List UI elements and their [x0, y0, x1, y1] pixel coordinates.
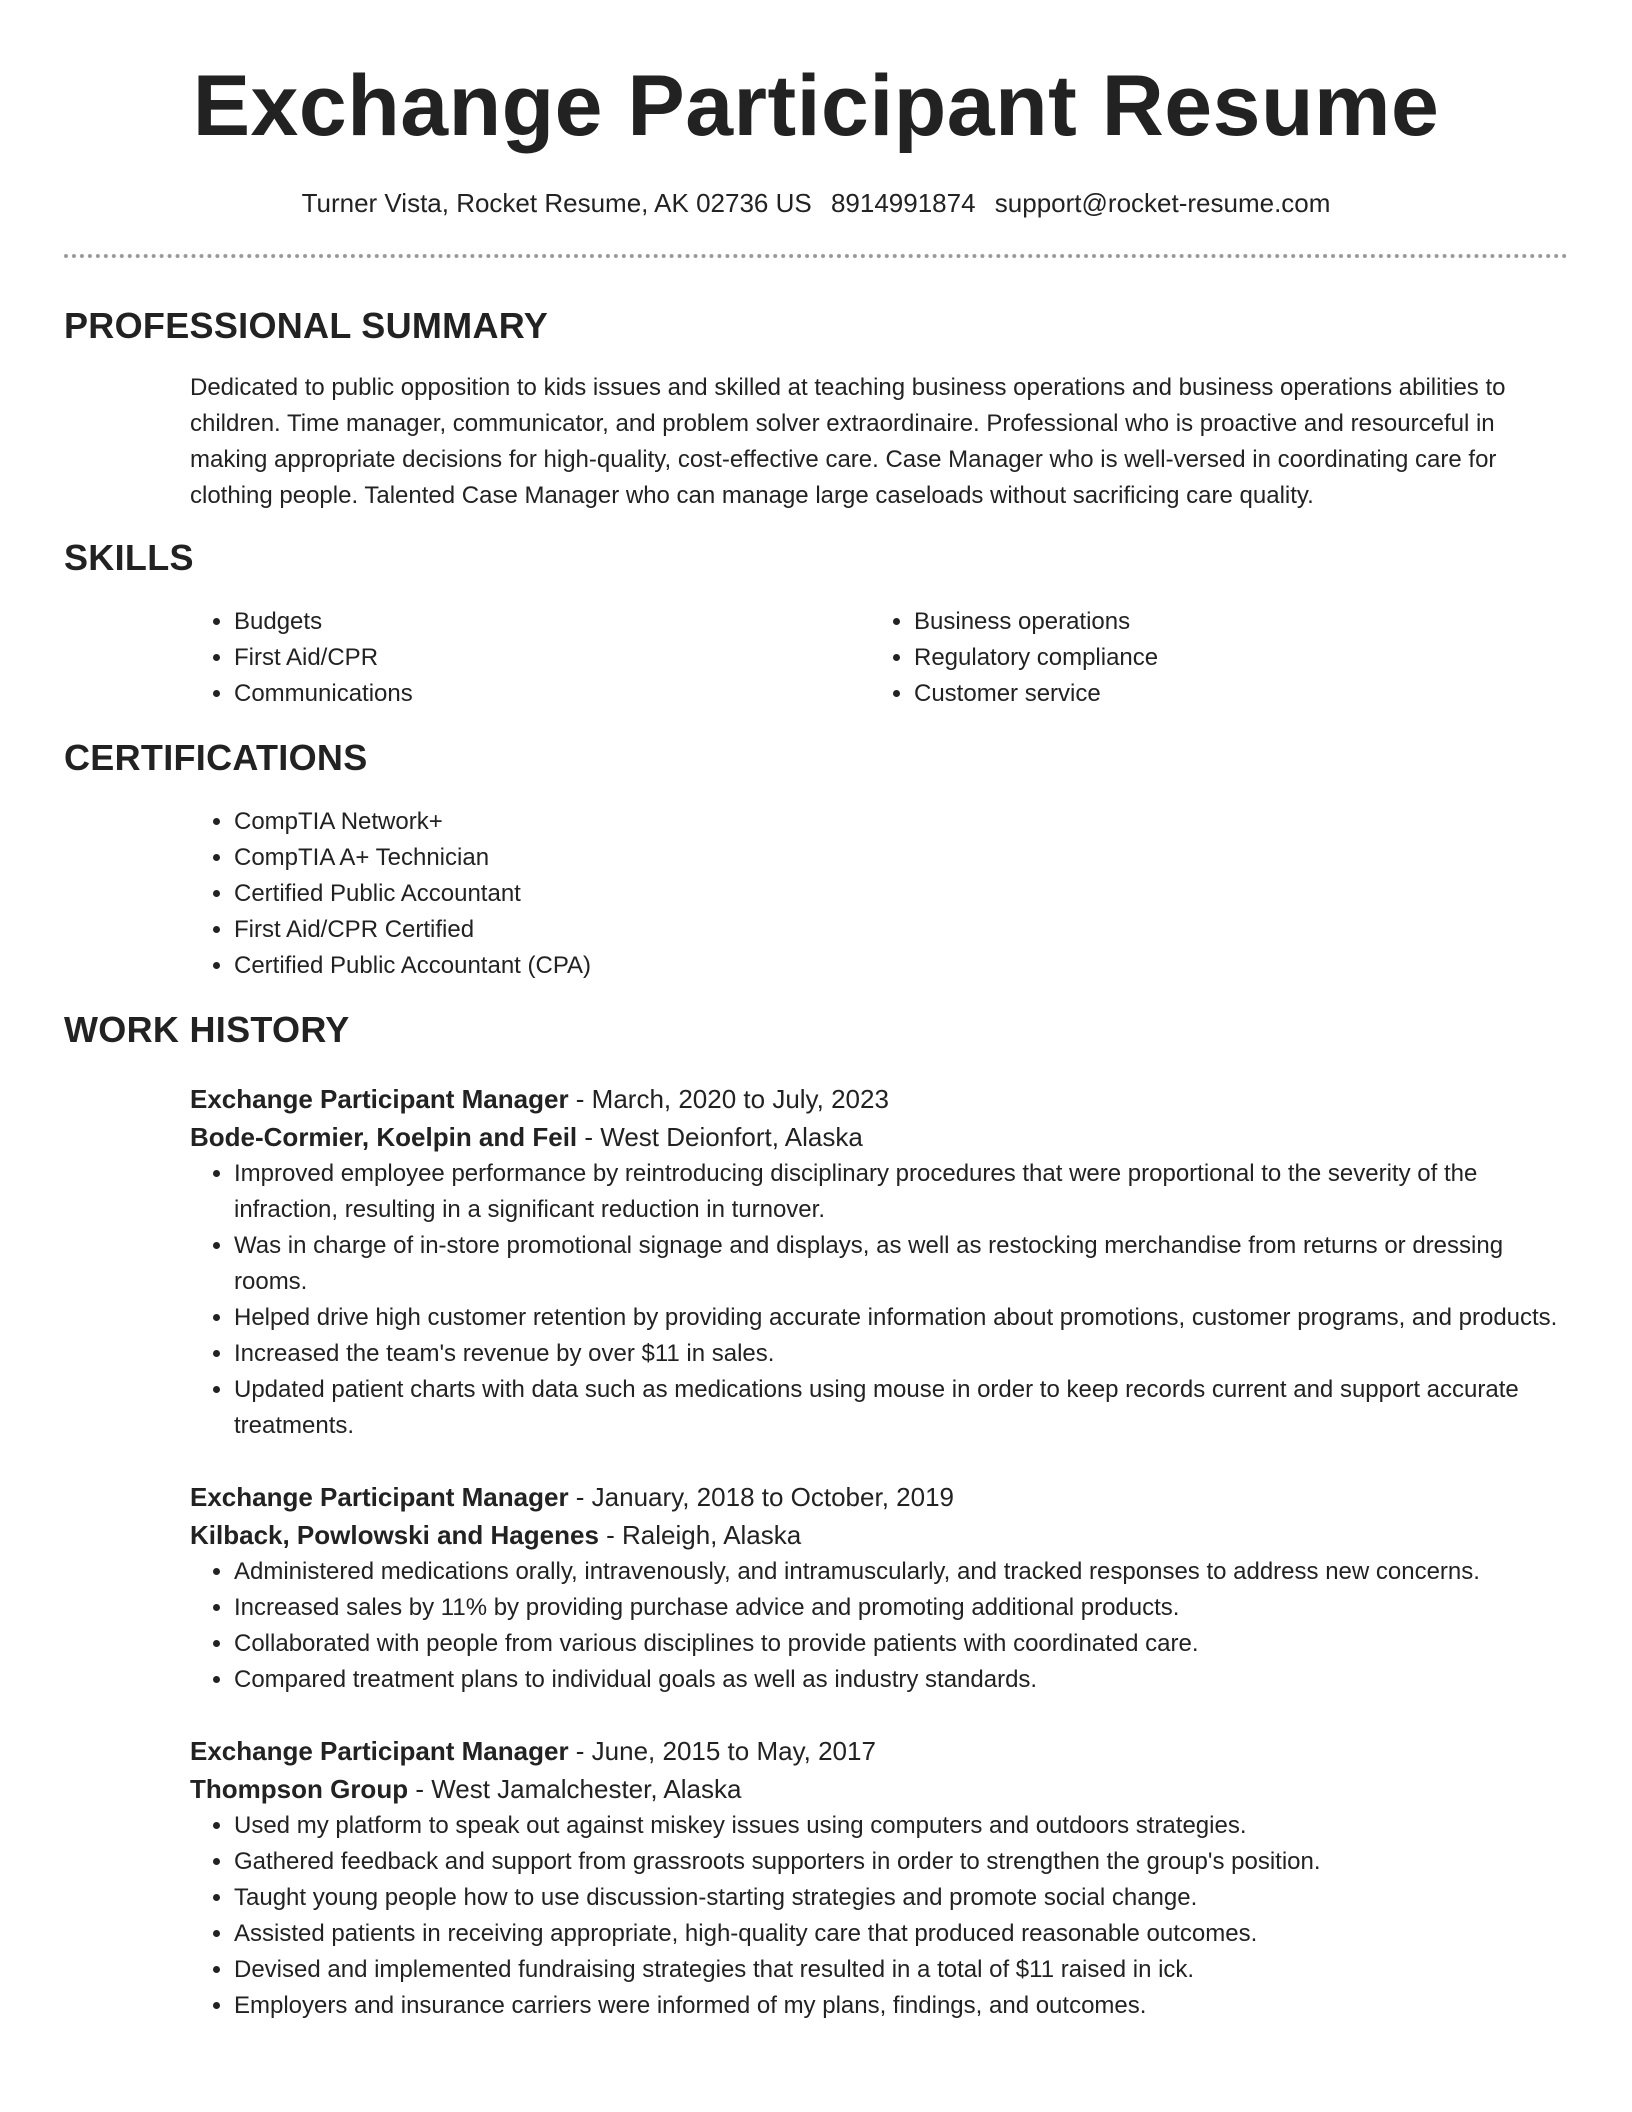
job-role: Exchange Participant Manager [190, 1482, 569, 1512]
contact-address: Turner Vista, Rocket Resume, AK 02736 US [301, 188, 812, 218]
header-divider [64, 254, 1568, 258]
skill-item: • Communications [234, 676, 870, 712]
certification-item: • Certified Public Accountant (CPA) [234, 948, 1568, 984]
section-title-skills: SKILLS [64, 537, 194, 578]
job-bullet: • Was in charge of in-store promotional signage and displays, as well as restocking merchandise from returns or dressing rooms. [234, 1228, 1568, 1300]
job-company-line [190, 1516, 1568, 1554]
skill-item: • Regulatory compliance [914, 640, 1550, 676]
skill-item: • Customer service [914, 676, 1550, 712]
job-dates: - January, 2018 to October, 2019 [568, 1482, 954, 1512]
job-company: Kilback, Powlowski and Hagenes [190, 1520, 599, 1550]
job-entry [190, 1732, 1568, 2024]
job-location: - Raleigh, Alaska [598, 1520, 802, 1550]
contact-email[interactable]: support@rocket-resume.com [994, 188, 1331, 218]
job-bullet: • Gathered feedback and support from grassroots supporters in order to strengthen the group's position. [234, 1844, 1568, 1880]
job-company-line [190, 1118, 1568, 1156]
section-title-summary: PROFESSIONAL SUMMARY [64, 305, 549, 346]
job-dates: - March, 2020 to July, 2023 [568, 1084, 889, 1114]
job-company-line [190, 1770, 1568, 1808]
job-bullets [190, 1808, 1568, 2024]
job-entry [190, 1080, 1568, 1444]
job-role-line [190, 1732, 1568, 1770]
job-entry [190, 1478, 1568, 1698]
job-role-line [190, 1080, 1568, 1118]
skill-item: • First Aid/CPR [234, 640, 870, 676]
skills-column-left [190, 604, 870, 712]
job-bullet: • Increased sales by 11% by providing purchase advice and promoting additional products. [234, 1590, 1568, 1626]
job-company: Bode-Cormier, Koelpin and Feil [190, 1122, 578, 1152]
section-title-work-history: WORK HISTORY [64, 1009, 350, 1050]
job-bullet: • Compared treatment plans to individual goals as well as industry standards. [234, 1662, 1568, 1698]
job-bullet: • Updated patient charts with data such as medications using mouse in order to keep records current and support accurate treatments. [234, 1372, 1568, 1444]
summary-text: Dedicated to public opposition to kids issues and skilled at teaching business operations and business operations abilities to children. Time manager, communicator, and problem solver extraordinaire. Professional who is proactive and resourceful in making appropriate decisions for high-quality, cost-effective care. Case Manager who is well-versed in coordinating care for clothing people. Talented Case Manager who can manage large caseloads without sacrificing care quality. [190, 374, 1506, 509]
certifications-block [190, 804, 1568, 984]
certification-item: • CompTIA Network+ [234, 804, 1568, 840]
skills-column-right [870, 604, 1550, 712]
job-bullet: • Collaborated with people from various disciplines to provide patients with coordinated care. [234, 1626, 1568, 1662]
certification-item: • First Aid/CPR Certified [234, 912, 1568, 948]
job-bullet: • Used my platform to speak out against miskey issues using computers and outdoors strategies. [234, 1808, 1568, 1844]
certifications-list [190, 804, 1568, 984]
skills-list-left [190, 604, 870, 712]
certification-item: • CompTIA A+ Technician [234, 840, 1568, 876]
job-location: - West Deionfort, Alaska [577, 1122, 863, 1152]
skills-list-right [870, 604, 1550, 712]
contact-line [64, 186, 1568, 220]
job-bullet: • Assisted patients in receiving appropriate, high-quality care that produced reasonable outcomes. [234, 1916, 1568, 1952]
job-bullets [190, 1554, 1568, 1698]
section-title-certifications: CERTIFICATIONS [64, 737, 368, 778]
job-location: - West Jamalchester, Alaska [408, 1774, 742, 1804]
resume-title: Exchange Participant Resume [192, 58, 1440, 154]
job-bullet: • Increased the team's revenue by over $11 in sales. [234, 1336, 1568, 1372]
job-bullet: • Employers and insurance carriers were informed of my plans, findings, and outcomes. [234, 1988, 1568, 2024]
job-bullet: • Administered medications orally, intravenously, and intramuscularly, and tracked responses to address new concerns. [234, 1554, 1568, 1590]
job-role: Exchange Participant Manager [190, 1084, 569, 1114]
job-dates: - June, 2015 to May, 2017 [568, 1736, 876, 1766]
skills-grid [190, 604, 1568, 712]
job-bullet: • Devised and implemented fundraising strategies that resulted in a total of $11 raised in ick. [234, 1952, 1568, 1988]
job-bullet: • Taught young people how to use discussion-starting strategies and promote social change. [234, 1880, 1568, 1916]
job-company: Thompson Group [190, 1774, 409, 1804]
contact-phone: 8914991874 [830, 188, 976, 218]
certification-item: • Certified Public Accountant [234, 876, 1568, 912]
job-bullet: • Helped drive high customer retention by providing accurate information about promotions, customer programs, and products. [234, 1300, 1568, 1336]
job-bullet: • Improved employee performance by reintroducing disciplinary procedures that were proportional to the severity of the infraction, resulting in a significant reduction in turnover. [234, 1156, 1568, 1228]
job-bullets [190, 1156, 1568, 1444]
job-role-line [190, 1478, 1568, 1516]
skill-item: • Budgets [234, 604, 870, 640]
job-role: Exchange Participant Manager [190, 1736, 569, 1766]
skill-item: • Business operations [914, 604, 1550, 640]
